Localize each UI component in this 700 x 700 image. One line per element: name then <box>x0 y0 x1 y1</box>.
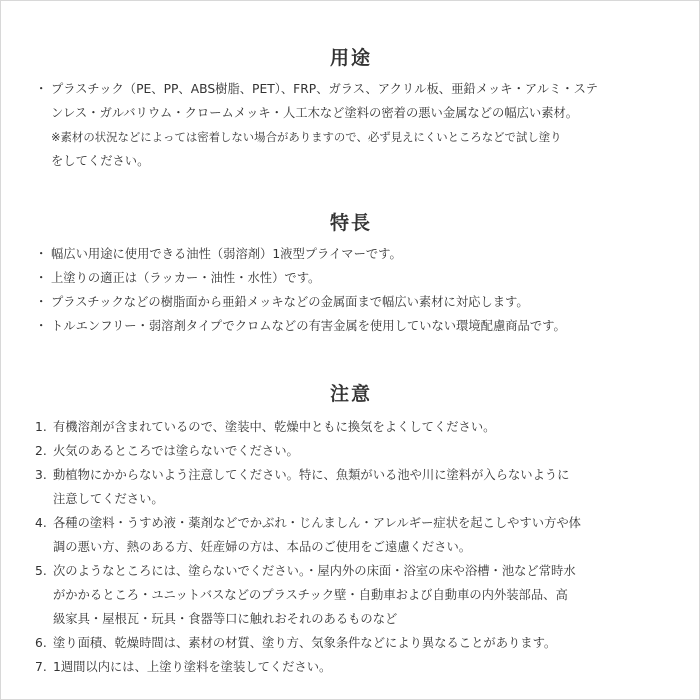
caution-text: 各種の塗料・うすめ液・薬剤などでかぶれ・じんましん・アレルギー症状を起こしやすい方や体 <box>53 516 581 530</box>
caution-text-cont: 注意してください。 <box>53 492 164 506</box>
usage-note-line-2: をしてください。 <box>51 154 150 168</box>
usage-text: プラスチック（PE、PP、ABS樹脂、PET）、FRP、ガラス、アクリル板、亜鉛メッキ・アルミ・ステ <box>51 82 598 96</box>
item-number: 7. <box>35 660 47 674</box>
item-number: 4. <box>35 516 47 530</box>
caution-text: 動植物にかからないよう注意してください。特に、魚類がいる池や川に塗料が入らないように <box>53 468 570 482</box>
feature-item <box>35 318 671 334</box>
caution-text: 火気のあるところでは塗らないでください。 <box>53 444 299 458</box>
feature-item <box>35 246 671 262</box>
item-number: 3. <box>35 468 47 482</box>
feature-text: 上塗りの適正は（ラッカー・油性・水性）です。 <box>51 271 321 285</box>
caution-item-6 <box>35 635 671 651</box>
caution-text: 次のようなところには、塗らないでください。・屋内外の床面・浴室の床や浴槽・池など常時水 <box>53 564 576 578</box>
item-number: 5. <box>35 564 47 578</box>
caution-item-1 <box>35 419 671 435</box>
features-heading: 特長 <box>329 212 372 234</box>
caution-item-5 <box>35 563 671 579</box>
bullet-marker: ・ <box>35 319 48 333</box>
caution-text: 1週間以内には、上塗り塗料を塗装してください。 <box>53 660 332 674</box>
caution-text-cont: がかかるところ・ユニットバスなどのプラスチック壁・自動車および自動車の内外装部品、高 <box>53 588 568 602</box>
caution-text: 有機溶剤が含まれているので、塗装中、乾燥中ともに換気をよくしてください。 <box>53 420 496 434</box>
caution-item-3 <box>35 467 671 483</box>
bullet-marker: ・ <box>35 82 48 96</box>
usage-heading: 用途 <box>329 47 372 69</box>
caution-item-4 <box>35 515 671 531</box>
caution-heading: 注意 <box>329 383 372 405</box>
caution-text-cont: 級家具・屋根瓦・玩具・食器等口に触れおそれのあるものなど <box>53 612 398 626</box>
feature-item <box>35 294 671 310</box>
item-number: 2. <box>35 444 47 458</box>
bullet-marker: ・ <box>35 247 48 261</box>
caution-item-7 <box>35 659 671 675</box>
usage-line-1 <box>35 81 671 97</box>
item-number: 6. <box>35 636 47 650</box>
caution-text: 塗り面積、乾燥時間は、素材の材質、塗り方、気象条件などにより異なることがあります。 <box>53 636 557 650</box>
feature-item <box>35 270 671 286</box>
caution-item-2 <box>35 443 671 459</box>
feature-text: 幅広い用途に使用できる油性（弱溶剤）1液型プライマーです。 <box>51 247 402 261</box>
usage-note-line-1: ※素材の状況などによっては密着しない場合がありますので、必ず見えにくいところなどで試し塗り <box>51 130 562 144</box>
feature-text: トルエンフリー・弱溶剤タイプでクロムなどの有害金属を使用していない環境配慮商品です。 <box>51 319 566 333</box>
item-number: 1. <box>35 420 47 434</box>
bullet-marker: ・ <box>35 295 48 309</box>
feature-text: プラスチックなどの樹脂面から亜鉛メッキなどの金属面まで幅広い素材に対応します。 <box>51 295 529 309</box>
caution-text-cont: 調の悪い方、熱のある方、妊産婦の方は、本品のご使用をご遠慮ください。 <box>53 540 472 554</box>
bullet-marker: ・ <box>35 271 48 285</box>
usage-line-2: ンレス・ガルバリウム・クロームメッキ・人工木など塗料の密着の悪い金属などの幅広い素材。 <box>51 106 579 120</box>
